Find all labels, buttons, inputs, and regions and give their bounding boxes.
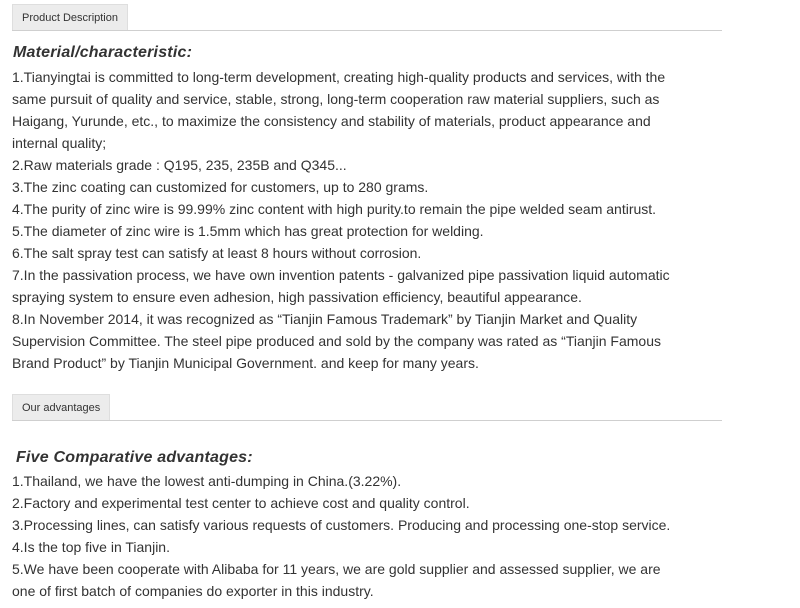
description-line: 5.The diameter of zinc wire is 1.5mm which has great protection for welding. — [12, 223, 484, 239]
description-line: 4.The purity of zinc wire is 99.99% zinc content with high purity.to remain the pipe welded seam antirust. — [12, 201, 657, 217]
material-characteristic-list — [12, 66, 712, 374]
product-description-tab[interactable]: Product Description — [12, 4, 128, 30]
description-line: 3.The zinc coating can customized for customers, up to 280 grams. — [12, 179, 429, 195]
description-line: 1.Tianyingtai is committed to long-term development, creating high-quality products and services, with the — [12, 69, 666, 85]
advantage-line: 3.Processing lines, can satisfy various requests of customers. Producing and processing one-stop service. — [12, 517, 671, 533]
description-line: 8.In November 2014, it was recognized as “Tianjin Famous Trademark” by Tianjin Market and Quality — [12, 311, 638, 327]
our-advantages-tab[interactable]: Our advantages — [12, 394, 110, 420]
material-characteristic-heading: Material/characteristic: — [13, 44, 193, 61]
advantage-line: 4.Is the top five in Tianjin. — [12, 539, 170, 555]
advantage-line: one of first batch of companies do exporter in this industry. — [12, 583, 374, 599]
description-line: Supervision Committee. The steel pipe produced and sold by the company was rated as “Tianjin Famous — [12, 333, 662, 349]
description-line: 7.In the passivation process, we have own invention patents - galvanized pipe passivation liquid automatic — [12, 267, 670, 283]
description-line: 2.Raw materials grade : Q195, 235, 235B and Q345... — [12, 157, 347, 173]
description-line: 6.The salt spray test can satisfy at least 8 hours without corrosion. — [12, 245, 422, 261]
description-line: spraying system to ensure even adhesion, high passivation efficiency, beautiful appearance. — [12, 289, 582, 305]
our-advantages-tab-bar — [12, 394, 722, 421]
description-line: Haigang, Yurunde, etc., to maximize the consistency and stability of materials, product appearance and — [12, 113, 651, 129]
advantage-line: 1.Thailand, we have the lowest anti-dumping in China.(3.22%). — [12, 473, 402, 489]
product-description-tab-bar — [12, 4, 722, 31]
advantage-line: 5.We have been cooperate with Alibaba for 11 years, we are gold supplier and assessed supplier, we are — [12, 561, 661, 577]
description-line: same pursuit of quality and service, stable, strong, long-term cooperation raw material suppliers, such as — [12, 91, 660, 107]
five-advantages-heading: Five Comparative advantages: — [16, 449, 253, 466]
description-line: Brand Product” by Tianjin Municipal Government. and keep for many years. — [12, 355, 479, 371]
advantages-list — [12, 470, 717, 602]
advantage-line: 2.Factory and experimental test center to achieve cost and quality control. — [12, 495, 470, 511]
description-line: internal quality; — [12, 135, 107, 151]
